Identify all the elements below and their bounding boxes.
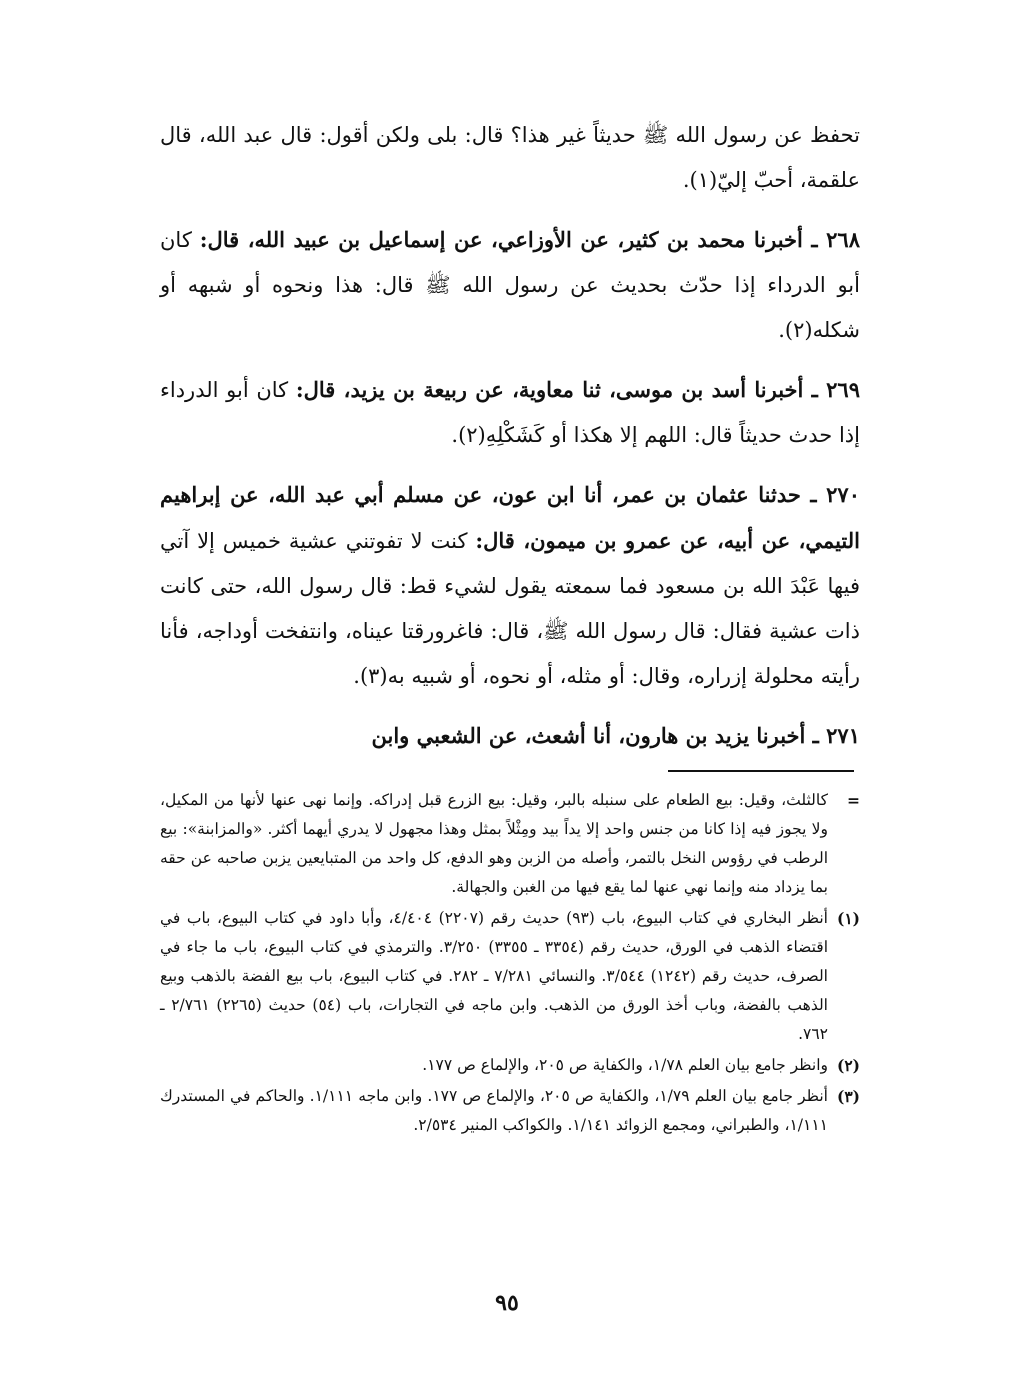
footnote-continuation [160, 786, 860, 902]
paragraph-text: تحفظ عن رسول الله ﷺ حديثاً غير هذا؟ قال: بلى ولكن أقول: قال عبد الله، قال علقمة، أحبّ إليّ(١). [160, 123, 860, 192]
footnote-marker: = [847, 791, 860, 810]
hadith-271-isnad: ٢٧١ ـ أخبرنا يزيد بن هارون، أنا أشعث، عن الشعبي وابن [371, 723, 860, 748]
hadith-270 [160, 472, 860, 699]
page-number: ٩٥ [495, 1290, 519, 1316]
footnote-text: وانظر جامع بيان العلم ١/٧٨، والكفاية ص ٢٠٥، والإلماع ص ١٧٧. [422, 1056, 828, 1074]
hadith-268-isnad: ٢٦٨ ـ أخبرنا محمد بن كثير، عن الأوزاعي، عن إسماعيل بن عبيد الله، قال: [199, 227, 860, 252]
footnotes [160, 786, 860, 1142]
hadith-269 [160, 367, 860, 458]
hadith-268-text: كان أبو الدرداء إذا حدّث بحديث عن رسول الله ﷺ قال: هذا ونحوه أو شبهه أو شكله(٢). [160, 228, 860, 342]
hadith-269-isnad: ٢٦٩ ـ أخبرنا أسد بن موسى، ثنا معاوية، عن ربيعة بن يزيد، قال: [295, 377, 860, 402]
paragraph-continuation [160, 112, 860, 203]
hadith-269-text: كان أبو الدرداء إذا حدث حديثاً قال: اللهم إلا هكذا أو كَشَكْلِهِ(٢). [160, 378, 860, 447]
footnote-marker: (١) [836, 909, 860, 928]
footnote-3 [160, 1082, 860, 1140]
footnote-text: كالثلث، وقيل: بيع الطعام على سنبله بالبر، وقيل: بيع الزرع قبل إدراكه. وإنما نهى عنها لأنها من المكيل، ولا يجوز فيه إذا كانا من جنس واحد إلا يداً بيد ومِثْلاً بمثل وهذا مجهول لا يدري أيهما أكثر. «والمزابنة»: بيع الرطب في رؤوس النخل بالتمر، وأصله من الزبن وهو الدفع، كل واحد من المتبايعين يزبن صاحبه عن حقه بما يزداد منه وإنما نهي عنها لما يقع فيها من الغبن والجهالة. [160, 791, 828, 896]
footnote-marker: (٣) [836, 1087, 860, 1106]
footnote-1 [160, 904, 860, 1049]
footnote-divider [668, 770, 854, 772]
hadith-270-text: كنت لا تفوتني عشية خميس إلا آتي فيها عَبْدَ الله بن مسعود فما سمعته يقول لشيء قط: قال رسول الله، حتى كانت ذات عشية فقال: قال رسول الله ﷺ، قال: فاغرورقتا عيناه، وانتفخت أوداجه، فأنا رأيته محلولة إزراره، وقال: أو مثله، أو نحوه، أو شبيه به(٣). [160, 529, 860, 688]
hadith-270-isnad: ٢٧٠ ـ حدثنا عثمان بن عمر، أنا ابن عون، عن مسلم أبي عبد الله، عن إبراهيم التيمي، عن أبيه، عن عمرو بن ميمون، قال: [160, 482, 860, 553]
hadith-271 [160, 713, 860, 759]
footnote-text: أنظر البخاري في كتاب البيوع، باب (٩٣) حديث رقم (٢٢٠٧) ٤/٤٠٤، وأبا داود في كتاب البيوع، باب في اقتضاء الذهب في الورق، حديث رقم (٣٣٥٤ ـ ٣٣٥٥) ٣/٢٥٠. والترمذي في كتاب البيوع، باب ما جاء في الصرف، حديث رقم (١٢٤٢) ٣/٥٤٤. والنسائي ٧/٢٨١ ـ ٢٨٢. في كتاب البيوع، باب بيع الفضة بالذهب وبيع الذهب بالفضة، وباب أخذ الورق من الذهب. وابن ماجه في التجارات، باب (٥٤) حديث (٢٢٦٥) ٢/٧٦١ ـ ٧٦٢. [160, 909, 828, 1043]
main-text [160, 112, 860, 773]
footnote-2 [160, 1051, 860, 1080]
hadith-268 [160, 217, 860, 353]
footnote-text: أنظر جامع بيان العلم ١/٧٩، والكفاية ص ٢٠٥، والإلماع ص ١٧٧. وابن ماجه ١/١١١. والحاكم في المستدرك ١/١١١، والطبراني، ومجمع الزوائد ١/١٤١. والكواكب المنير ٢/٥٣٤. [160, 1087, 828, 1134]
footnote-marker: (٢) [836, 1056, 860, 1075]
